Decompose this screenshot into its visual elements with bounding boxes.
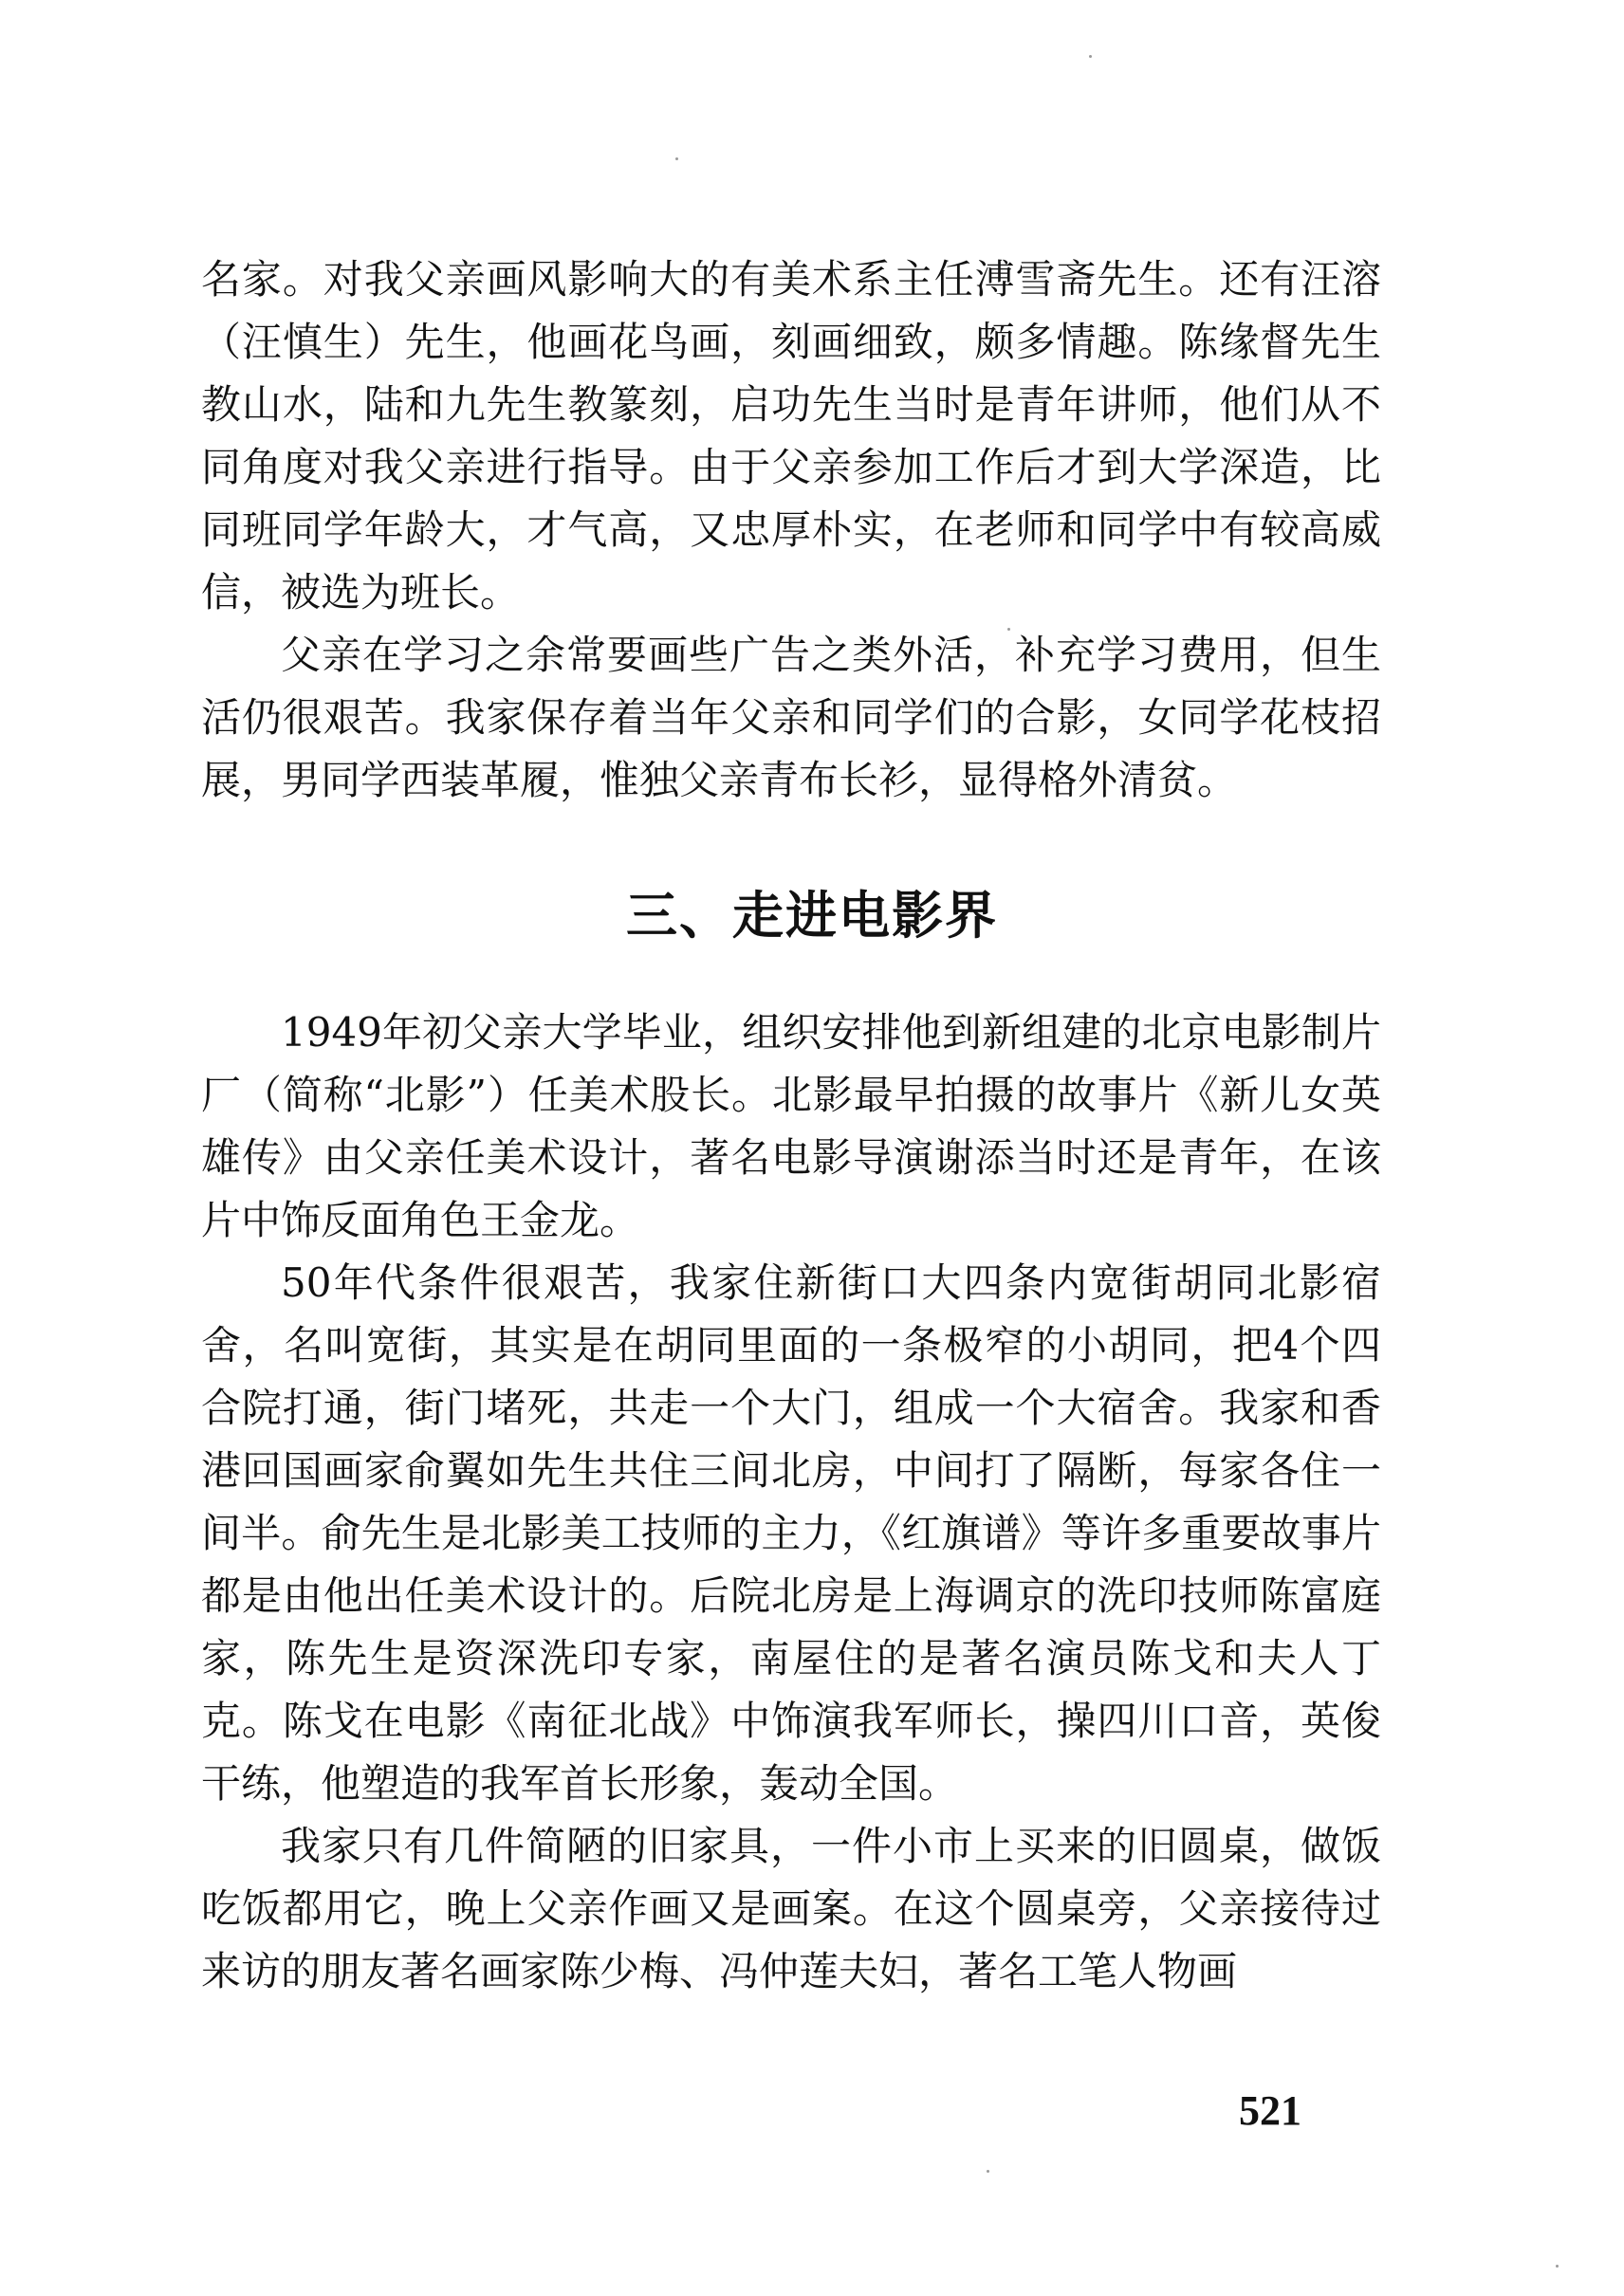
paragraph-continued: 名家。对我父亲画风影响大的有美术系主任溥雪斋先生。还有汪溶（汪慎生）先生，他画花鸟画，刻画细致，颇多情趣。陈缘督先生教山水，陆和九先生教篆刻，启功先生当时是青年讲师，他们从不同角度对我父亲进行指导。由于父亲参加工作后才到大学深造，比同班同学年龄大，才气高，又忠厚朴实，在老师和同学中有较高威信，被选为班长。	[201, 256, 1381, 615]
scan-speck	[675, 157, 678, 160]
scan-speck	[1556, 2265, 1559, 2268]
page-number: 521	[1239, 2087, 1301, 2134]
paragraph: 父亲在学习之余常要画些广告之类外活，补充学习费用，但生活仍很艰苦。我家保存着当年父亲和同学们的合影，女同学花枝招展，男同学西装革履，惟独父亲青布长衫，显得格外清贫。	[201, 632, 1381, 803]
scan-speck	[1089, 55, 1092, 58]
section-body	[201, 1001, 1381, 2003]
section-heading: 三、走进电影界	[626, 886, 998, 946]
paragraph: 我家只有几件简陋的旧家具，一件小市上买来的旧圆桌，做饭吃饭都用它，晚上父亲作画又是画案。在这个圆桌旁，父亲接待过来访的朋友著名画家陈少梅、冯仲莲夫妇，著名工笔人物画	[201, 1823, 1381, 1994]
scan-speck	[987, 2170, 989, 2173]
paragraph: 50年代条件很艰苦，我家住新街口大四条内宽街胡同北影宿舍，名叫宽街，其实是在胡同里面的一条极窄的小胡同，把4个四合院打通，街门堵死，共走一个大门，组成一个大宿舍。我家和香港回国画家俞翼如先生共住三间北房，中间打了隔断，每家各住一间半。俞先生是北影美工技师的主力，《红旗谱》等许多重要故事片都是由他出任美术设计的。后院北房是上海调京的洗印技师陈富庭家，陈先生是资深洗印专家，南屋住的是著名演员陈戈和夫人丁克。陈戈在电影《南征北战》中饰演我军师长，操四川口音，英俊干练，他塑造的我军首长形象，轰动全国。	[201, 1259, 1381, 1807]
continued-text	[201, 248, 1381, 812]
paragraph: 1949年初父亲大学毕业，组织安排他到新组建的北京电影制片厂（简称“北影”）任美术股长。北影最早拍摄的故事片《新儿女英雄传》由父亲任美术设计，著名电影导演谢添当时还是青年，在该片中饰反面角色王金龙。	[201, 1009, 1381, 1243]
